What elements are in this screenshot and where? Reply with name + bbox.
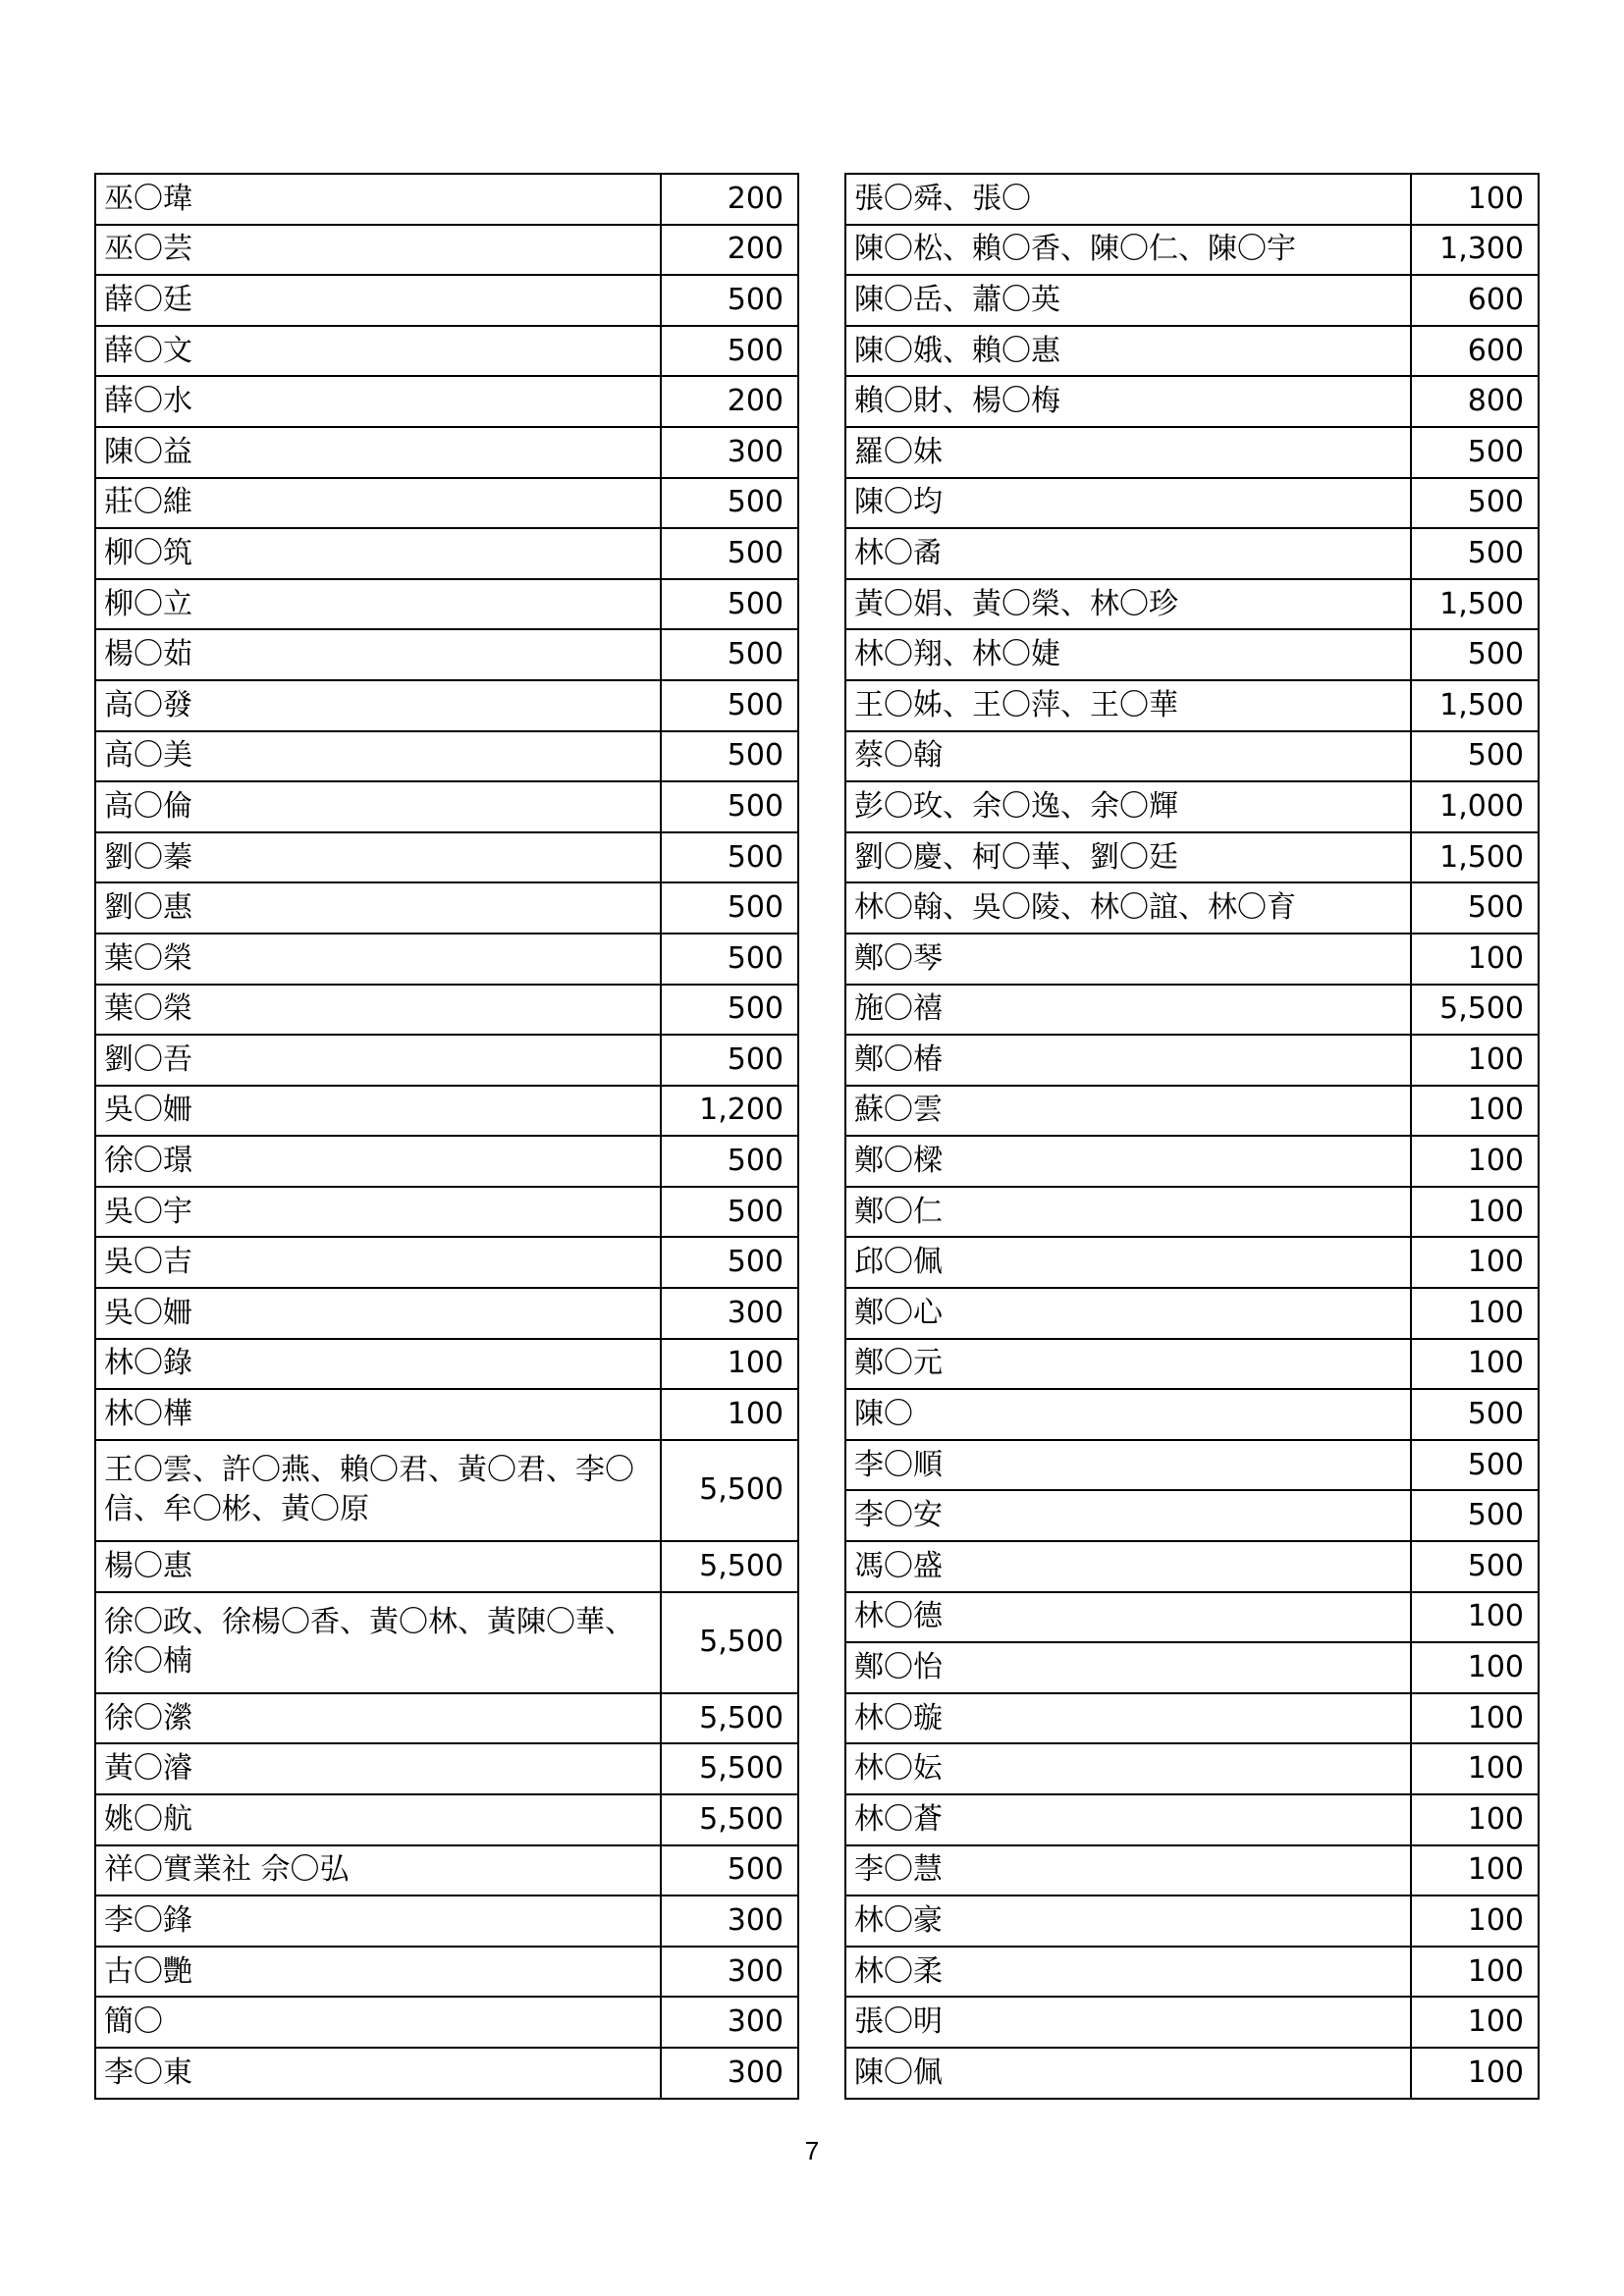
- table-row: [95, 680, 798, 731]
- donation-amount: 500: [1411, 629, 1539, 680]
- table-row: [95, 1947, 798, 1998]
- donation-amount: 500: [661, 934, 798, 985]
- table-row: [95, 579, 798, 630]
- table-row: [95, 882, 798, 934]
- table-row: [95, 225, 798, 276]
- table-row: [845, 1642, 1539, 1693]
- donor-name: 林〇柔: [845, 1947, 1411, 1998]
- table-row: [845, 1896, 1539, 1947]
- donation-amount: 1,200: [661, 1086, 798, 1137]
- page-number: 7: [804, 2136, 820, 2165]
- table-row: [845, 1339, 1539, 1390]
- donor-name: 吳〇姍: [95, 1288, 661, 1339]
- table-row: [845, 427, 1539, 478]
- donor-name: 賴〇財、楊〇梅: [845, 376, 1411, 427]
- donation-amount: 300: [661, 427, 798, 478]
- table-row: [845, 579, 1539, 630]
- table-row: [845, 781, 1539, 832]
- donation-amount: 300: [661, 1997, 798, 2048]
- table-row: [845, 1136, 1539, 1187]
- table-row: [845, 2048, 1539, 2099]
- donation-amount: 500: [661, 781, 798, 832]
- table-row: [95, 985, 798, 1036]
- table-row: [95, 1794, 798, 1845]
- donor-name: 劉〇慶、柯〇華、劉〇廷: [845, 832, 1411, 883]
- donation-amount: 5,500: [1411, 985, 1539, 1036]
- donation-amount: 200: [661, 174, 798, 225]
- donation-amount: 100: [1411, 1896, 1539, 1947]
- donor-name: 林〇翔、林〇婕: [845, 629, 1411, 680]
- donation-amount: 100: [1411, 1136, 1539, 1187]
- donor-name: 鄭〇琴: [845, 934, 1411, 985]
- donation-amount: 500: [1411, 731, 1539, 782]
- donor-name: 陳〇佩: [845, 2048, 1411, 2099]
- table-row: [845, 1440, 1539, 1491]
- donation-amount: 100: [1411, 1592, 1539, 1643]
- donor-name: 黃〇濬: [95, 1743, 661, 1794]
- donor-name: 姚〇航: [95, 1794, 661, 1845]
- donor-name: 吳〇宇: [95, 1187, 661, 1238]
- donation-amount: 500: [661, 528, 798, 579]
- table-row: [845, 275, 1539, 326]
- donor-name: 劉〇惠: [95, 882, 661, 934]
- table-row: [845, 1794, 1539, 1845]
- donation-amount: 1,500: [1411, 680, 1539, 731]
- donor-name: 吳〇吉: [95, 1237, 661, 1288]
- donor-name: 鄭〇樑: [845, 1136, 1411, 1187]
- table-row: [95, 1997, 798, 2048]
- donation-amount: 100: [1411, 1693, 1539, 1744]
- donor-name: 林〇德: [845, 1592, 1411, 1643]
- donation-amount: 500: [661, 985, 798, 1036]
- donation-amount: 500: [1411, 882, 1539, 934]
- donor-name: 陳〇岳、蕭〇英: [845, 275, 1411, 326]
- table-row: [845, 1997, 1539, 2048]
- donor-name: 簡〇: [95, 1997, 661, 2048]
- donor-name: 邱〇佩: [845, 1237, 1411, 1288]
- donor-name: 薛〇廷: [95, 275, 661, 326]
- donor-name: 彭〇玫、余〇逸、余〇輝: [845, 781, 1411, 832]
- donor-table-left: [94, 173, 799, 2100]
- donor-name: 蔡〇翰: [845, 731, 1411, 782]
- table-row: [95, 781, 798, 832]
- donor-name: 陳〇: [845, 1389, 1411, 1440]
- donation-amount: 100: [1411, 1997, 1539, 2048]
- table-row: [95, 1541, 798, 1592]
- donor-name: 馮〇盛: [845, 1541, 1411, 1592]
- donor-name: 羅〇妹: [845, 427, 1411, 478]
- donor-name: 李〇安: [845, 1490, 1411, 1541]
- table-row: [95, 1896, 798, 1947]
- donor-name: 張〇明: [845, 1997, 1411, 2048]
- donation-amount: 500: [661, 1035, 798, 1086]
- table-row: [845, 1541, 1539, 1592]
- table-row: [845, 1490, 1539, 1541]
- table-row: [95, 1693, 798, 1744]
- donation-amount: 5,500: [661, 1592, 798, 1693]
- donor-name: 劉〇蓁: [95, 832, 661, 883]
- donation-amount: 100: [1411, 1288, 1539, 1339]
- donation-amount: 500: [661, 275, 798, 326]
- donation-amount: 500: [661, 579, 798, 630]
- donor-name: 鄭〇怡: [845, 1642, 1411, 1693]
- donation-amount: 300: [661, 1288, 798, 1339]
- table-row: [845, 1035, 1539, 1086]
- donation-amount: 100: [1411, 1035, 1539, 1086]
- table-row: [845, 1592, 1539, 1643]
- table-row: [845, 1086, 1539, 1137]
- table-row: [845, 1237, 1539, 1288]
- table-row: [95, 376, 798, 427]
- donor-name: 林〇璇: [845, 1693, 1411, 1744]
- donor-name: 林〇樺: [95, 1389, 661, 1440]
- donation-amount: 500: [661, 1845, 798, 1896]
- donor-name: 莊〇維: [95, 478, 661, 529]
- table-row: [95, 1136, 798, 1187]
- donor-name: 陳〇益: [95, 427, 661, 478]
- donation-amount: 500: [661, 326, 798, 377]
- table-row: [95, 1592, 798, 1693]
- donation-amount: 1,500: [1411, 832, 1539, 883]
- donor-name: 祥〇實業社 佘〇弘: [95, 1845, 661, 1896]
- donation-amount: 100: [1411, 1187, 1539, 1238]
- table-row: [95, 1389, 798, 1440]
- donation-amount: 100: [1411, 1743, 1539, 1794]
- donation-amount: 100: [1411, 1947, 1539, 1998]
- donor-name: 楊〇茹: [95, 629, 661, 680]
- donor-name: 林〇錄: [95, 1339, 661, 1390]
- donor-name: 陳〇松、賴〇香、陳〇仁、陳〇宇: [845, 225, 1411, 276]
- donation-amount: 500: [661, 832, 798, 883]
- donor-name: 林〇翰、吳〇陵、林〇誼、林〇育: [845, 882, 1411, 934]
- donation-amount: 5,500: [661, 1794, 798, 1845]
- table-row: [95, 528, 798, 579]
- donor-name: 吳〇姍: [95, 1086, 661, 1137]
- donation-amount: 500: [1411, 528, 1539, 579]
- donation-amount: 300: [661, 2048, 798, 2099]
- donor-name: 高〇發: [95, 680, 661, 731]
- donation-amount: 500: [661, 882, 798, 934]
- donor-name: 李〇順: [845, 1440, 1411, 1491]
- table-row: [95, 1743, 798, 1794]
- table-row: [95, 1845, 798, 1896]
- table-row: [95, 1086, 798, 1137]
- donor-name: 陳〇娥、賴〇惠: [845, 326, 1411, 377]
- table-row: [95, 326, 798, 377]
- table-row: [845, 1743, 1539, 1794]
- donor-name: 薛〇水: [95, 376, 661, 427]
- donor-name: 徐〇璟: [95, 1136, 661, 1187]
- donation-amount: 200: [661, 225, 798, 276]
- table-row: [845, 1693, 1539, 1744]
- donation-amount: 500: [1411, 427, 1539, 478]
- donation-amount: 200: [661, 376, 798, 427]
- donation-amount: 800: [1411, 376, 1539, 427]
- table-row: [95, 934, 798, 985]
- donation-amount: 300: [661, 1947, 798, 1998]
- donation-amount: 5,500: [661, 1743, 798, 1794]
- donor-name: 黃〇娟、黃〇榮、林〇珍: [845, 579, 1411, 630]
- donation-amount: 100: [661, 1389, 798, 1440]
- table-row: [845, 882, 1539, 934]
- table-row: [845, 934, 1539, 985]
- donor-name: 王〇姊、王〇萍、王〇華: [845, 680, 1411, 731]
- table-row: [95, 1187, 798, 1238]
- donor-name: 蘇〇雲: [845, 1086, 1411, 1137]
- donor-name: 徐〇瀠: [95, 1693, 661, 1744]
- table-row: [95, 275, 798, 326]
- table-row: [845, 680, 1539, 731]
- table-row: [95, 2048, 798, 2099]
- donor-name: 林〇妘: [845, 1743, 1411, 1794]
- donor-table-right: [844, 173, 1540, 2100]
- table-row: [95, 1237, 798, 1288]
- table-row: [845, 376, 1539, 427]
- donor-name: 古〇艷: [95, 1947, 661, 1998]
- donor-name: 徐〇政、徐楊〇香、黃〇林、黃陳〇華、徐〇楠: [95, 1592, 661, 1693]
- table-row: [845, 629, 1539, 680]
- donor-name: 葉〇榮: [95, 934, 661, 985]
- donor-name: 鄭〇元: [845, 1339, 1411, 1390]
- donor-name: 薛〇文: [95, 326, 661, 377]
- donor-name: 張〇舜、張〇: [845, 174, 1411, 225]
- donor-table-left-body: [95, 174, 798, 2099]
- donation-amount: 500: [1411, 1490, 1539, 1541]
- donation-amount: 500: [1411, 1389, 1539, 1440]
- donation-amount: 600: [1411, 275, 1539, 326]
- donation-amount: 100: [1411, 1794, 1539, 1845]
- donor-name: 陳〇均: [845, 478, 1411, 529]
- donor-name: 柳〇立: [95, 579, 661, 630]
- donation-amount: 100: [1411, 1086, 1539, 1137]
- donation-amount: 500: [1411, 1440, 1539, 1491]
- donor-name: 林〇矞: [845, 528, 1411, 579]
- table-row: [845, 326, 1539, 377]
- table-row: [845, 985, 1539, 1036]
- table-row: [845, 731, 1539, 782]
- table-row: [95, 427, 798, 478]
- donation-amount: 1,300: [1411, 225, 1539, 276]
- donor-name: 巫〇芸: [95, 225, 661, 276]
- donor-name: 李〇慧: [845, 1845, 1411, 1896]
- table-row: [95, 832, 798, 883]
- table-row: [845, 1288, 1539, 1339]
- donation-amount: 1,000: [1411, 781, 1539, 832]
- donor-name: 高〇美: [95, 731, 661, 782]
- donation-amount: 500: [661, 680, 798, 731]
- donation-amount: 600: [1411, 326, 1539, 377]
- donor-name: 施〇禧: [845, 985, 1411, 1036]
- donation-amount: 100: [1411, 1339, 1539, 1390]
- table-row: [845, 528, 1539, 579]
- donation-amount: 100: [1411, 1642, 1539, 1693]
- donor-name: 劉〇吾: [95, 1035, 661, 1086]
- table-row: [95, 1339, 798, 1390]
- donation-amount: 500: [1411, 1541, 1539, 1592]
- donation-amount: 100: [661, 1339, 798, 1390]
- donor-name: 葉〇榮: [95, 985, 661, 1036]
- donation-amount: 500: [1411, 478, 1539, 529]
- table-row: [845, 174, 1539, 225]
- table-row: [95, 1288, 798, 1339]
- table-row: [845, 1845, 1539, 1896]
- table-row: [95, 629, 798, 680]
- donor-name: 王〇雲、許〇燕、賴〇君、黃〇君、李〇信、牟〇彬、黃〇原: [95, 1440, 661, 1541]
- donation-amount: 100: [1411, 174, 1539, 225]
- donation-amount: 500: [661, 629, 798, 680]
- donor-name: 李〇東: [95, 2048, 661, 2099]
- donation-amount: 500: [661, 731, 798, 782]
- donor-name: 林〇豪: [845, 1896, 1411, 1947]
- donor-name: 鄭〇心: [845, 1288, 1411, 1339]
- table-row: [845, 1947, 1539, 1998]
- table-row: [95, 731, 798, 782]
- donor-name: 柳〇筑: [95, 528, 661, 579]
- donor-name: 楊〇惠: [95, 1541, 661, 1592]
- donation-amount: 5,500: [661, 1541, 798, 1592]
- donor-name: 林〇蒼: [845, 1794, 1411, 1845]
- table-row: [845, 1389, 1539, 1440]
- table-row: [95, 478, 798, 529]
- donation-amount: 5,500: [661, 1440, 798, 1541]
- donor-name: 李〇鋒: [95, 1896, 661, 1947]
- donor-table-right-body: [845, 174, 1539, 2099]
- donation-amount: 100: [1411, 1237, 1539, 1288]
- donation-amount: 1,500: [1411, 579, 1539, 630]
- table-row: [845, 225, 1539, 276]
- donor-name: 高〇倫: [95, 781, 661, 832]
- table-row: [845, 1187, 1539, 1238]
- donation-amount: 500: [661, 1187, 798, 1238]
- donor-name: 鄭〇椿: [845, 1035, 1411, 1086]
- donor-name: 鄭〇仁: [845, 1187, 1411, 1238]
- table-row: [95, 1035, 798, 1086]
- table-row: [845, 478, 1539, 529]
- donation-amount: 100: [1411, 934, 1539, 985]
- table-row: [845, 832, 1539, 883]
- table-row: [95, 1440, 798, 1541]
- donation-amount: 100: [1411, 1845, 1539, 1896]
- donation-amount: 300: [661, 1896, 798, 1947]
- table-row: [95, 174, 798, 225]
- donation-amount: 500: [661, 478, 798, 529]
- donor-name: 巫〇瑋: [95, 174, 661, 225]
- donation-amount: 500: [661, 1136, 798, 1187]
- donation-amount: 5,500: [661, 1693, 798, 1744]
- donation-amount: 100: [1411, 2048, 1539, 2099]
- donation-amount: 500: [661, 1237, 798, 1288]
